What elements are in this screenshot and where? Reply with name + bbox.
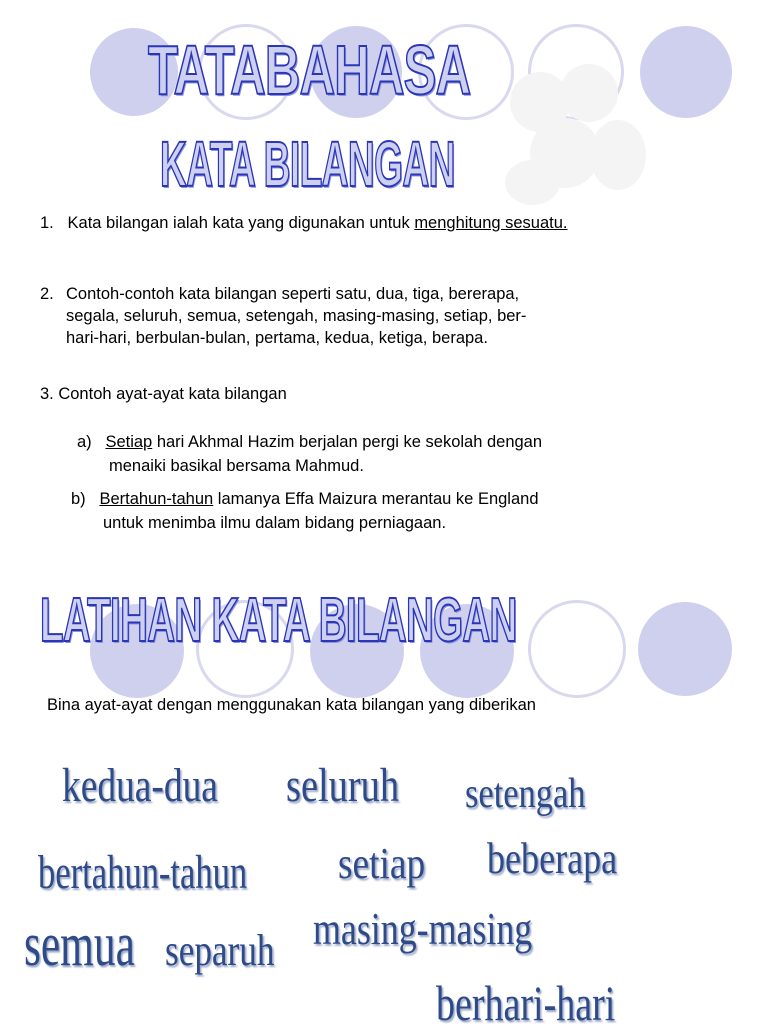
decor-cloud xyxy=(560,64,618,122)
decor-circle-outline xyxy=(528,600,626,698)
point-2-line: segala, seluruh, semua, setengah, masing-masing, setiap, ber- xyxy=(66,307,527,325)
word-setengah: setengah xyxy=(465,771,586,817)
point-2-number: 2. xyxy=(40,285,54,303)
word-berhari-hari: berhari-hari xyxy=(436,975,616,1031)
point-2-line: hari-hari, berbulan-bulan, pertama, kedua, ketiga, berapa. xyxy=(66,329,488,347)
decor-circle xyxy=(640,26,732,118)
word-masing-masing: masing-masing xyxy=(313,903,533,954)
page-title: TATABAHASA xyxy=(148,31,471,109)
point-2-line: Contoh-contoh kata bilangan seperti satu, dua, tiga, bererapa, xyxy=(66,285,520,303)
example-a-line2: menaiki basikal bersama Mahmud. xyxy=(109,457,364,475)
point-1-text: Kata bilangan ialah kata yang digunakan untuk xyxy=(67,214,415,232)
example-a-underlined: Setiap xyxy=(105,433,153,451)
example-a-text: hari Akhmal Hazim berjalan pergi ke sekolah dengan xyxy=(152,433,543,451)
word-setiap: setiap xyxy=(338,839,426,888)
example-a-label: a) xyxy=(77,433,92,451)
example-b xyxy=(71,487,539,511)
decor-cloud xyxy=(505,160,560,205)
word-separuh: separuh xyxy=(165,926,275,975)
example-b-line2: untuk menimba ilmu dalam bidang perniagaan. xyxy=(103,514,447,532)
example-a xyxy=(77,430,542,454)
example-b-text: lamanya Effa Maizura merantau ke England xyxy=(213,490,539,508)
example-b-label: b) xyxy=(71,490,86,508)
word-beberapa: beberapa xyxy=(487,834,618,883)
point-1-number: 1. xyxy=(40,214,54,232)
word-bertahun-tahun: bertahun-tahun xyxy=(38,846,248,899)
decor-circle xyxy=(638,602,732,696)
word-semua: semua xyxy=(24,911,135,979)
point-3-heading: 3. Contoh ayat-ayat kata bilangan xyxy=(40,385,287,403)
example-b-underlined: Bertahun-tahun xyxy=(99,490,214,508)
point-1 xyxy=(40,211,568,235)
word-kedua-dua: kedua-dua xyxy=(62,759,218,812)
exercise-title: LATIHAN KATA BILANGAN xyxy=(40,586,517,655)
instruction-text: Bina ayat-ayat dengan menggunakan kata bilangan yang diberikan xyxy=(47,696,536,714)
decor-cloud xyxy=(590,120,646,190)
point-1-underlined: menghitung sesuatu. xyxy=(414,214,568,232)
page-subtitle: KATA BILANGAN xyxy=(160,128,455,200)
word-seluruh: seluruh xyxy=(286,759,400,812)
